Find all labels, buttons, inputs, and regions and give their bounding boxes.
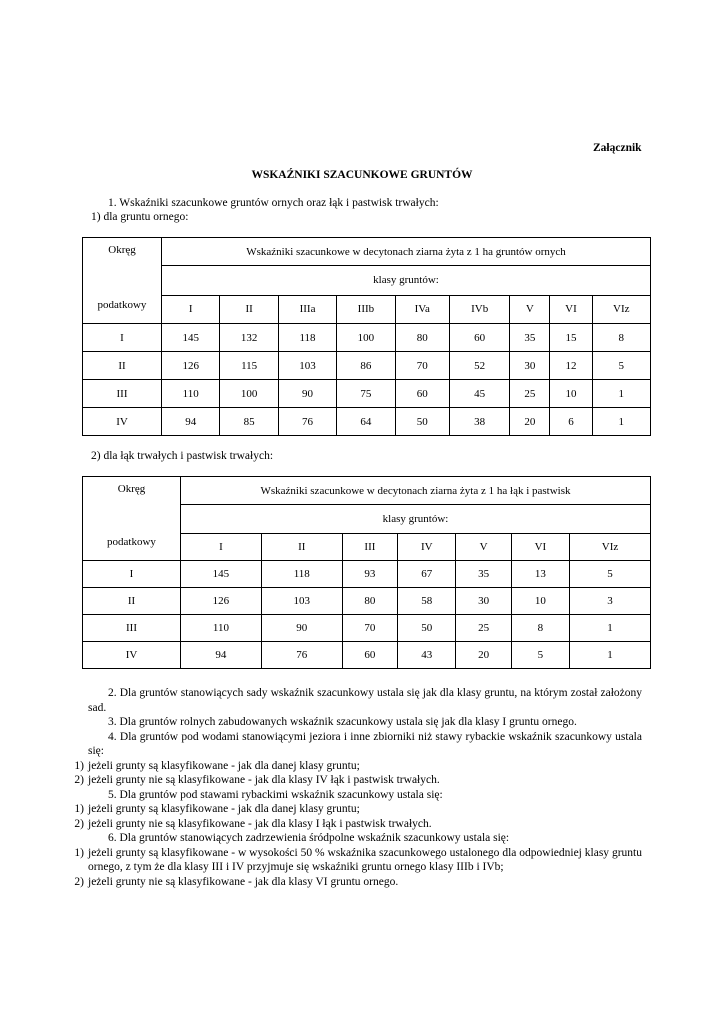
district-label-1: Okręg	[117, 483, 146, 495]
column-header: IIIa	[278, 295, 336, 323]
column-header: V	[510, 295, 550, 323]
list-item	[74, 802, 642, 817]
value-cell: 10	[511, 588, 569, 615]
span-header: Wskaźniki szacunkowe w decytonach ziarna żyta z 1 ha łąk i pastwisk	[181, 477, 651, 505]
value-cell: 90	[261, 615, 342, 642]
value-cell: 145	[162, 324, 220, 352]
value-cell: 90	[278, 380, 336, 408]
district-cell: IV	[83, 408, 162, 436]
section-1-item-2: 2) dla łąk trwałych i pastwisk trwałych:	[91, 450, 274, 462]
list-number: 2)	[74, 774, 84, 786]
value-cell: 1	[592, 380, 651, 408]
column-header: IIIb	[337, 295, 395, 323]
value-cell: 103	[278, 352, 336, 380]
value-cell: 38	[449, 408, 509, 436]
value-cell: 75	[337, 380, 395, 408]
value-cell: 50	[398, 615, 456, 642]
span-header: Wskaźniki szacunkowe w decytonach ziarna żyta z 1 ha gruntów ornych	[162, 238, 651, 266]
body-paragraphs	[74, 686, 642, 889]
paragraph-3: 3. Dla gruntów rolnych zabudowanych wskaźnik szacunkowy ustala się jak dla klasy I gruntu ornego.	[108, 716, 577, 728]
column-header: IVb	[449, 295, 509, 323]
value-cell: 100	[337, 324, 395, 352]
list-text: jeżeli grunty są klasyfikowane - jak dla danej klasy gruntu;	[88, 803, 360, 815]
district-label-1: Okręg	[108, 244, 136, 256]
value-cell: 110	[181, 615, 262, 642]
table-row	[83, 588, 651, 615]
value-cell: 12	[550, 352, 592, 380]
section-1-item-1: 1) dla gruntu ornego:	[91, 211, 189, 223]
column-header: I	[181, 533, 262, 560]
value-cell: 70	[395, 352, 449, 380]
district-cell: III	[83, 615, 181, 642]
district-cell: III	[83, 380, 162, 408]
district-header	[83, 477, 181, 561]
value-cell: 25	[510, 380, 550, 408]
district-label-2: podatkowy	[97, 299, 147, 311]
district-cell: I	[83, 561, 181, 588]
value-cell: 20	[456, 642, 511, 669]
column-header: V	[456, 533, 511, 560]
value-cell: 115	[220, 352, 278, 380]
list-number: 1)	[74, 846, 84, 859]
paragraph-6: 6. Dla gruntów stanowiących zadrzewienia śródpolne wskaźnik szacunkowy ustala się:	[108, 832, 510, 844]
column-header: III	[342, 533, 397, 560]
column-header: I	[162, 295, 220, 323]
column-header: IV	[398, 533, 456, 560]
document-title: WSKAŹNIKI SZACUNKOWE GRUNTÓW	[251, 169, 473, 181]
value-cell: 93	[342, 561, 397, 588]
district-header	[83, 238, 162, 324]
list-item	[74, 773, 642, 788]
value-cell: 35	[456, 561, 511, 588]
value-cell: 103	[261, 588, 342, 615]
list-text: jeżeli grunty nie są klasyfikowane - jak dla klasy VI gruntu ornego.	[88, 875, 399, 888]
value-cell: 80	[395, 324, 449, 352]
value-cell: 1	[570, 615, 651, 642]
list-item	[74, 875, 642, 890]
district-label-2: podatkowy	[107, 536, 156, 548]
column-header: IVa	[395, 295, 449, 323]
value-cell: 118	[278, 324, 336, 352]
table-row	[83, 561, 651, 588]
column-header: VIz	[592, 295, 651, 323]
paragraph-5: 5. Dla gruntów pod stawami rybackimi wskaźnik szacunkowy ustala się:	[108, 788, 443, 801]
value-cell: 5	[592, 352, 651, 380]
list-text: jeżeli grunty nie są klasyfikowane - jak dla klasy IV łąk i pastwisk trwałych.	[88, 774, 440, 786]
value-cell: 94	[162, 408, 220, 436]
list-text: jeżeli grunty są klasyfikowane - jak dla danej klasy gruntu;	[88, 759, 360, 772]
value-cell: 3	[570, 588, 651, 615]
column-header: VI	[550, 295, 592, 323]
value-cell: 85	[220, 408, 278, 436]
value-cell: 126	[181, 588, 262, 615]
value-cell: 5	[570, 561, 651, 588]
list-item	[74, 817, 642, 832]
table-row	[83, 352, 651, 380]
district-cell: II	[83, 352, 162, 380]
district-cell: II	[83, 588, 181, 615]
value-cell: 5	[511, 642, 569, 669]
value-cell: 30	[510, 352, 550, 380]
district-cell: I	[83, 324, 162, 352]
column-header: II	[261, 533, 342, 560]
value-cell: 80	[342, 588, 397, 615]
table-row	[83, 324, 651, 352]
table-row	[83, 642, 651, 669]
column-header: II	[220, 295, 278, 323]
list-number: 1)	[74, 759, 84, 772]
value-cell: 10	[550, 380, 592, 408]
value-cell: 70	[342, 615, 397, 642]
table-row	[83, 380, 651, 408]
column-header: VIz	[570, 533, 651, 560]
value-cell: 58	[398, 588, 456, 615]
list-text: jeżeli grunty są klasyfikowane - w wysokości 50 % wskaźnika szacunkowego ustalonego dla odpowiedniej klasy gruntu ornego, z tym że dla klasy III i IV przyjmuje się wskaźniki gruntu ornego klasy IIIb i IVb;	[88, 846, 642, 873]
classes-header: klasy gruntów:	[181, 505, 651, 533]
list-number: 1)	[74, 803, 84, 815]
value-cell: 15	[550, 324, 592, 352]
classes-header: klasy gruntów:	[162, 266, 651, 295]
value-cell: 8	[511, 615, 569, 642]
table-row	[83, 615, 651, 642]
value-cell: 13	[511, 561, 569, 588]
value-cell: 1	[570, 642, 651, 669]
value-cell: 86	[337, 352, 395, 380]
value-cell: 43	[398, 642, 456, 669]
list-number: 2)	[74, 817, 84, 830]
value-cell: 50	[395, 408, 449, 436]
attachment-label: Załącznik	[593, 142, 642, 154]
value-cell: 30	[456, 588, 511, 615]
paragraph-2: 2. Dla gruntów stanowiących sady wskaźnik szacunkowy ustala się jak dla klasy gruntu, na którym został założony sad.	[88, 687, 642, 714]
value-cell: 118	[261, 561, 342, 588]
paragraph-4: 4. Dla gruntów pod wodami stanowiącymi jeziora i inne zbiorniki niż stawy rybackie wskaźnik szacunkowy ustala się:	[88, 730, 642, 757]
value-cell: 76	[278, 408, 336, 436]
district-cell: IV	[83, 642, 181, 669]
value-cell: 67	[398, 561, 456, 588]
value-cell: 64	[337, 408, 395, 436]
list-item	[74, 759, 642, 774]
meadow-table	[82, 476, 651, 669]
value-cell: 6	[550, 408, 592, 436]
value-cell: 126	[162, 352, 220, 380]
value-cell: 20	[510, 408, 550, 436]
value-cell: 76	[261, 642, 342, 669]
list-text: jeżeli grunty nie są klasyfikowane - jak dla klasy I łąk i pastwisk trwałych.	[88, 817, 432, 830]
arable-land-table	[82, 237, 651, 436]
table-row	[83, 408, 651, 436]
value-cell: 60	[449, 324, 509, 352]
value-cell: 1	[592, 408, 651, 436]
list-number: 2)	[74, 875, 84, 888]
list-item	[74, 846, 642, 875]
section-1-intro: 1. Wskaźniki szacunkowe gruntów ornych oraz łąk i pastwisk trwałych:	[108, 197, 439, 209]
value-cell: 94	[181, 642, 262, 669]
value-cell: 60	[342, 642, 397, 669]
value-cell: 100	[220, 380, 278, 408]
value-cell: 35	[510, 324, 550, 352]
value-cell: 60	[395, 380, 449, 408]
value-cell: 52	[449, 352, 509, 380]
value-cell: 132	[220, 324, 278, 352]
value-cell: 110	[162, 380, 220, 408]
value-cell: 25	[456, 615, 511, 642]
value-cell: 45	[449, 380, 509, 408]
value-cell: 8	[592, 324, 651, 352]
value-cell: 145	[181, 561, 262, 588]
column-header: VI	[511, 533, 569, 560]
